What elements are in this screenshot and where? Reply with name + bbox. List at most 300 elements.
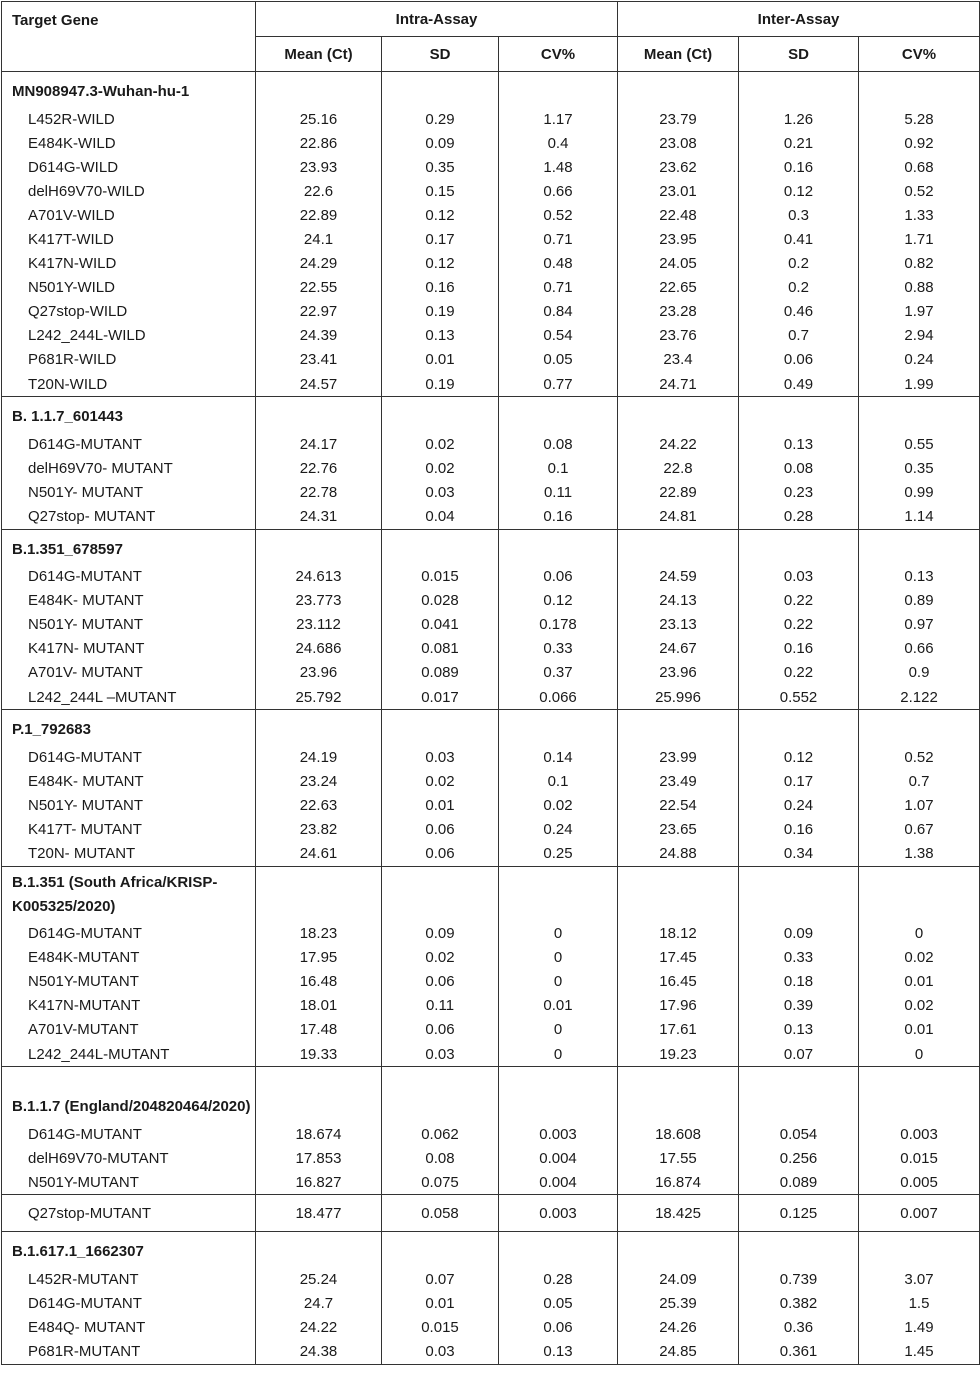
gene-name-cell: D614G-MUTANT (2, 1291, 256, 1315)
group-name: B.1.617.1_1662307 (2, 1232, 256, 1268)
intra-sd-cell: 0.17 (382, 227, 499, 251)
gene-name-cell: A701V-WILD (2, 203, 256, 227)
inter-cv-cell: 0.67 (859, 817, 980, 841)
intra-mean-cell: 23.41 (256, 348, 382, 372)
table-row (2, 841, 980, 866)
inter-sd-cell: 0.46 (739, 300, 859, 324)
empty-cell (859, 866, 980, 922)
intra-sd-cell: 0.06 (382, 970, 499, 994)
inter-cv-cell: 0.02 (859, 946, 980, 970)
gene-name-cell: K417T-WILD (2, 227, 256, 251)
inter-mean-cell: 23.08 (618, 131, 739, 155)
empty-cell (382, 72, 499, 108)
inter-mean-cell: 24.22 (618, 432, 739, 456)
table-row (2, 155, 980, 179)
gene-name-cell: D614G-WILD (2, 155, 256, 179)
intra-mean-cell: 22.86 (256, 131, 382, 155)
table-row (2, 922, 980, 946)
intra-sd-cell: 0.081 (382, 637, 499, 661)
intra-sd-cell: 0.15 (382, 179, 499, 203)
inter-cv-cell: 0 (859, 1042, 980, 1067)
intra-cv-cell: 0.066 (499, 685, 618, 710)
table-row (2, 613, 980, 637)
intra-sd-cell: 0.089 (382, 661, 499, 685)
inter-cv-cell: 0 (859, 922, 980, 946)
inter-cv-cell: 1.38 (859, 841, 980, 866)
intra-cv-cell: 0.05 (499, 348, 618, 372)
intra-mean-cell: 25.24 (256, 1267, 382, 1291)
intra-mean-cell: 23.773 (256, 589, 382, 613)
inter-sd-cell: 0.125 (739, 1195, 859, 1232)
intra-cv-cell: 0.25 (499, 841, 618, 866)
intra-sd-cell: 0.03 (382, 1042, 499, 1067)
empty-cell (499, 397, 618, 433)
gene-name-cell: Q27stop- MUTANT (2, 504, 256, 529)
inter-sd-cell: 0.09 (739, 922, 859, 946)
gene-name-cell: Q27stop-MUTANT (2, 1195, 256, 1232)
inter-cv-cell: 1.71 (859, 227, 980, 251)
intra-sd-cell: 0.08 (382, 1146, 499, 1170)
intra-cv-cell: 0.52 (499, 203, 618, 227)
intra-cv-cell: 0.1 (499, 769, 618, 793)
group-header-row (2, 397, 980, 433)
empty-cell (382, 1232, 499, 1268)
inter-sd-header: SD (739, 37, 859, 72)
intra-mean-cell: 17.95 (256, 946, 382, 970)
empty-cell (256, 866, 382, 922)
group-header-row (2, 72, 980, 108)
intra-cv-cell: 0.71 (499, 276, 618, 300)
intra-mean-cell: 19.33 (256, 1042, 382, 1067)
intra-sd-cell: 0.19 (382, 372, 499, 397)
inter-sd-cell: 0.41 (739, 227, 859, 251)
intra-mean-cell: 22.55 (256, 276, 382, 300)
gene-name-cell: E484K- MUTANT (2, 769, 256, 793)
inter-cv-cell: 0.97 (859, 613, 980, 637)
intra-sd-cell: 0.028 (382, 589, 499, 613)
gene-name-cell: D614G-MUTANT (2, 432, 256, 456)
empty-cell (499, 529, 618, 565)
table-row (2, 131, 980, 155)
inter-sd-cell: 1.26 (739, 107, 859, 131)
inter-sd-cell: 0.16 (739, 817, 859, 841)
intra-sd-cell: 0.09 (382, 922, 499, 946)
empty-cell (739, 397, 859, 433)
inter-cv-cell: 0.02 (859, 994, 980, 1018)
table-row (2, 946, 980, 970)
inter-cv-cell: 0.007 (859, 1195, 980, 1232)
intra-mean-cell: 24.19 (256, 745, 382, 769)
table-row (2, 203, 980, 227)
inter-mean-cell: 23.96 (618, 661, 739, 685)
table-row (2, 1316, 980, 1340)
intra-mean-cell: 18.477 (256, 1195, 382, 1232)
intra-cv-cell: 0.71 (499, 227, 618, 251)
empty-cell (618, 397, 739, 433)
empty-cell (739, 710, 859, 746)
empty-cell (382, 397, 499, 433)
inter-assay-header: Inter-Assay (618, 2, 980, 37)
gene-name-cell: E484K-MUTANT (2, 946, 256, 970)
inter-mean-cell: 22.8 (618, 456, 739, 480)
inter-sd-cell: 0.089 (739, 1170, 859, 1195)
gene-name-cell: L242_244L-WILD (2, 324, 256, 348)
empty-cell (382, 866, 499, 922)
inter-mean-cell: 19.23 (618, 1042, 739, 1067)
intra-mean-cell: 16.827 (256, 1170, 382, 1195)
intra-assay-header: Intra-Assay (256, 2, 618, 37)
inter-cv-cell: 1.99 (859, 372, 980, 397)
intra-mean-header: Mean (Ct) (256, 37, 382, 72)
table-row (2, 372, 980, 397)
inter-cv-cell: 5.28 (859, 107, 980, 131)
intra-cv-cell: 0 (499, 970, 618, 994)
inter-cv-cell: 0.01 (859, 970, 980, 994)
inter-mean-cell: 24.59 (618, 565, 739, 589)
inter-sd-cell: 0.12 (739, 745, 859, 769)
inter-sd-cell: 0.28 (739, 504, 859, 529)
empty-cell (499, 866, 618, 922)
table-row (2, 970, 980, 994)
inter-cv-cell: 1.5 (859, 1291, 980, 1315)
intra-sd-cell: 0.041 (382, 613, 499, 637)
inter-sd-cell: 0.24 (739, 793, 859, 817)
intra-cv-cell: 0.004 (499, 1170, 618, 1195)
intra-cv-cell: 0.77 (499, 372, 618, 397)
intra-mean-cell: 24.22 (256, 1316, 382, 1340)
gene-name-cell: N501Y-MUTANT (2, 1170, 256, 1195)
intra-cv-cell: 0.14 (499, 745, 618, 769)
intra-sd-cell: 0.29 (382, 107, 499, 131)
inter-sd-cell: 0.361 (739, 1340, 859, 1365)
empty-cell (618, 1232, 739, 1268)
inter-cv-cell: 0.7 (859, 769, 980, 793)
gene-name-cell: K417N-MUTANT (2, 994, 256, 1018)
intra-mean-cell: 22.6 (256, 179, 382, 203)
table-row (2, 1146, 980, 1170)
table-body (2, 72, 980, 1365)
intra-mean-cell: 24.31 (256, 504, 382, 529)
intra-sd-cell: 0.075 (382, 1170, 499, 1195)
intra-cv-cell: 0.37 (499, 661, 618, 685)
intra-mean-cell: 24.7 (256, 1291, 382, 1315)
empty-cell (739, 529, 859, 565)
intra-mean-cell: 22.76 (256, 456, 382, 480)
inter-sd-cell: 0.22 (739, 661, 859, 685)
gene-name-cell: E484K-WILD (2, 131, 256, 155)
inter-cv-cell: 1.97 (859, 300, 980, 324)
intra-cv-cell: 0.003 (499, 1122, 618, 1146)
intra-sd-cell: 0.06 (382, 1018, 499, 1042)
intra-cv-cell: 0 (499, 1018, 618, 1042)
gene-name-cell: L242_244L-MUTANT (2, 1042, 256, 1067)
intra-sd-cell: 0.04 (382, 504, 499, 529)
intra-cv-cell: 0.003 (499, 1195, 618, 1232)
intra-mean-cell: 23.82 (256, 817, 382, 841)
table-row (2, 745, 980, 769)
table-row (2, 107, 980, 131)
inter-sd-cell: 0.49 (739, 372, 859, 397)
inter-sd-cell: 0.03 (739, 565, 859, 589)
inter-cv-cell: 0.52 (859, 745, 980, 769)
inter-sd-cell: 0.16 (739, 155, 859, 179)
inter-sd-cell: 0.22 (739, 589, 859, 613)
gene-name-cell: K417N-WILD (2, 252, 256, 276)
empty-cell (256, 1067, 382, 1123)
gene-name-cell: L242_244L –MUTANT (2, 685, 256, 710)
empty-cell (499, 72, 618, 108)
table-row (2, 456, 980, 480)
intra-cv-cell: 0.05 (499, 1291, 618, 1315)
intra-cv-cell: 0.178 (499, 613, 618, 637)
inter-cv-cell: 0.9 (859, 661, 980, 685)
inter-mean-cell: 22.54 (618, 793, 739, 817)
table-header (2, 2, 980, 72)
inter-mean-header: Mean (Ct) (618, 37, 739, 72)
inter-cv-cell: 1.45 (859, 1340, 980, 1365)
intra-sd-cell: 0.07 (382, 1267, 499, 1291)
inter-mean-cell: 18.12 (618, 922, 739, 946)
table-row (2, 504, 980, 529)
gene-name-cell: L452R-WILD (2, 107, 256, 131)
inter-cv-cell: 0.68 (859, 155, 980, 179)
table-row (2, 589, 980, 613)
intra-sd-cell: 0.017 (382, 685, 499, 710)
intra-cv-cell: 0.1 (499, 456, 618, 480)
table-row (2, 324, 980, 348)
empty-cell (859, 1232, 980, 1268)
inter-cv-cell: 2.94 (859, 324, 980, 348)
gene-name-cell: D614G-MUTANT (2, 745, 256, 769)
intra-sd-cell: 0.01 (382, 793, 499, 817)
table-row (2, 1018, 980, 1042)
group-name: B.1.351 (South Africa/KRISP-K005325/2020) (2, 866, 256, 922)
inter-cv-cell: 1.33 (859, 203, 980, 227)
intra-sd-cell: 0.01 (382, 1291, 499, 1315)
group-name: B.1.351_678597 (2, 529, 256, 565)
table-row (2, 1267, 980, 1291)
intra-sd-cell: 0.02 (382, 432, 499, 456)
inter-cv-cell: 1.07 (859, 793, 980, 817)
inter-sd-cell: 0.17 (739, 769, 859, 793)
intra-mean-cell: 24.686 (256, 637, 382, 661)
empty-cell (382, 1067, 499, 1123)
inter-mean-cell: 23.01 (618, 179, 739, 203)
intra-cv-cell: 0 (499, 922, 618, 946)
group-header-row (2, 1067, 980, 1123)
inter-mean-cell: 23.99 (618, 745, 739, 769)
intra-sd-cell: 0.062 (382, 1122, 499, 1146)
table-row (2, 661, 980, 685)
inter-cv-header: CV% (859, 37, 980, 72)
intra-mean-cell: 16.48 (256, 970, 382, 994)
intra-mean-cell: 18.01 (256, 994, 382, 1018)
table-row (2, 1042, 980, 1067)
empty-cell (618, 72, 739, 108)
inter-cv-cell: 0.005 (859, 1170, 980, 1195)
intra-mean-cell: 25.792 (256, 685, 382, 710)
empty-cell (739, 72, 859, 108)
inter-sd-cell: 0.2 (739, 252, 859, 276)
table-row (2, 179, 980, 203)
inter-mean-cell: 24.88 (618, 841, 739, 866)
intra-sd-cell: 0.03 (382, 745, 499, 769)
intra-sd-cell: 0.16 (382, 276, 499, 300)
empty-cell (618, 1067, 739, 1123)
empty-cell (859, 710, 980, 746)
gene-name-cell: K417N- MUTANT (2, 637, 256, 661)
intra-cv-cell: 0.33 (499, 637, 618, 661)
gene-name-cell: P681R-MUTANT (2, 1340, 256, 1365)
intra-mean-cell: 23.112 (256, 613, 382, 637)
empty-cell (256, 529, 382, 565)
gene-name-cell: N501Y- MUTANT (2, 793, 256, 817)
inter-sd-cell: 0.21 (739, 131, 859, 155)
inter-mean-cell: 23.95 (618, 227, 739, 251)
intra-cv-cell: 0.28 (499, 1267, 618, 1291)
intra-mean-cell: 24.1 (256, 227, 382, 251)
group-name: P.1_792683 (2, 710, 256, 746)
empty-cell (739, 1232, 859, 1268)
intra-mean-cell: 23.93 (256, 155, 382, 179)
intra-mean-cell: 24.61 (256, 841, 382, 866)
intra-sd-cell: 0.06 (382, 841, 499, 866)
inter-mean-cell: 23.28 (618, 300, 739, 324)
empty-cell (256, 397, 382, 433)
inter-cv-cell: 0.66 (859, 637, 980, 661)
table-row (2, 252, 980, 276)
inter-mean-cell: 23.13 (618, 613, 739, 637)
intra-mean-cell: 22.89 (256, 203, 382, 227)
inter-mean-cell: 18.608 (618, 1122, 739, 1146)
intra-sd-cell: 0.015 (382, 1316, 499, 1340)
gene-name-cell: delH69V70-WILD (2, 179, 256, 203)
inter-mean-cell: 18.425 (618, 1195, 739, 1232)
table-row (2, 1122, 980, 1146)
inter-mean-cell: 22.65 (618, 276, 739, 300)
gene-name-cell: K417T- MUTANT (2, 817, 256, 841)
inter-sd-cell: 0.13 (739, 432, 859, 456)
inter-cv-cell: 1.49 (859, 1316, 980, 1340)
group-header-row (2, 866, 980, 922)
table-row (2, 1291, 980, 1315)
inter-cv-cell: 0.52 (859, 179, 980, 203)
empty-cell (859, 1067, 980, 1123)
inter-mean-cell: 23.4 (618, 348, 739, 372)
table-row (2, 769, 980, 793)
intra-sd-cell: 0.06 (382, 817, 499, 841)
gene-name-cell: D614G-MUTANT (2, 922, 256, 946)
table-row (2, 793, 980, 817)
gene-name-cell: T20N- MUTANT (2, 841, 256, 866)
inter-sd-cell: 0.12 (739, 179, 859, 203)
inter-mean-cell: 25.39 (618, 1291, 739, 1315)
gene-name-cell: E484Q- MUTANT (2, 1316, 256, 1340)
inter-cv-cell: 0.003 (859, 1122, 980, 1146)
inter-cv-cell: 0.82 (859, 252, 980, 276)
empty-cell (256, 72, 382, 108)
gene-name-cell: L452R-MUTANT (2, 1267, 256, 1291)
gene-name-cell: A701V- MUTANT (2, 661, 256, 685)
intra-mean-cell: 18.674 (256, 1122, 382, 1146)
inter-sd-cell: 0.3 (739, 203, 859, 227)
intra-sd-cell: 0.03 (382, 480, 499, 504)
inter-cv-cell: 3.07 (859, 1267, 980, 1291)
inter-mean-cell: 17.55 (618, 1146, 739, 1170)
intra-sd-cell: 0.11 (382, 994, 499, 1018)
empty-cell (859, 72, 980, 108)
gene-name-cell: N501Y-WILD (2, 276, 256, 300)
inter-mean-cell: 23.76 (618, 324, 739, 348)
inter-sd-cell: 0.2 (739, 276, 859, 300)
group-name: B. 1.1.7_601443 (2, 397, 256, 433)
inter-cv-cell: 0.24 (859, 348, 980, 372)
empty-cell (618, 866, 739, 922)
inter-cv-cell: 0.35 (859, 456, 980, 480)
table-row (2, 480, 980, 504)
empty-cell (739, 1067, 859, 1123)
intra-sd-cell: 0.35 (382, 155, 499, 179)
intra-mean-cell: 17.48 (256, 1018, 382, 1042)
intra-sd-cell: 0.09 (382, 131, 499, 155)
intra-sd-cell: 0.19 (382, 300, 499, 324)
intra-sd-cell: 0.03 (382, 1340, 499, 1365)
inter-sd-cell: 0.13 (739, 1018, 859, 1042)
gene-name-cell: E484K- MUTANT (2, 589, 256, 613)
table-row (2, 227, 980, 251)
intra-cv-cell: 0.06 (499, 1316, 618, 1340)
gene-name-cell: Q27stop-WILD (2, 300, 256, 324)
inter-cv-cell: 0.55 (859, 432, 980, 456)
intra-mean-cell: 25.16 (256, 107, 382, 131)
inter-sd-cell: 0.36 (739, 1316, 859, 1340)
intra-mean-cell: 23.24 (256, 769, 382, 793)
inter-mean-cell: 24.67 (618, 637, 739, 661)
inter-cv-cell: 0.99 (859, 480, 980, 504)
intra-mean-cell: 22.63 (256, 793, 382, 817)
gene-name-cell: T20N-WILD (2, 372, 256, 397)
intra-mean-cell: 24.29 (256, 252, 382, 276)
inter-sd-cell: 0.18 (739, 970, 859, 994)
inter-mean-cell: 24.81 (618, 504, 739, 529)
empty-cell (499, 710, 618, 746)
intra-cv-header: CV% (499, 37, 618, 72)
intra-cv-cell: 0.02 (499, 793, 618, 817)
inter-cv-cell: 0.92 (859, 131, 980, 155)
empty-cell (859, 397, 980, 433)
table-row (2, 300, 980, 324)
empty-cell (382, 529, 499, 565)
intra-cv-cell: 0.54 (499, 324, 618, 348)
inter-sd-cell: 0.7 (739, 324, 859, 348)
intra-cv-cell: 0.08 (499, 432, 618, 456)
empty-cell (382, 710, 499, 746)
empty-cell (499, 1232, 618, 1268)
intra-sd-cell: 0.13 (382, 324, 499, 348)
inter-mean-cell: 23.62 (618, 155, 739, 179)
gene-name-cell: N501Y- MUTANT (2, 480, 256, 504)
gene-name-cell: N501Y- MUTANT (2, 613, 256, 637)
intra-mean-cell: 23.96 (256, 661, 382, 685)
gene-name-cell: D614G-MUTANT (2, 1122, 256, 1146)
inter-cv-cell: 0.88 (859, 276, 980, 300)
intra-sd-cell: 0.02 (382, 456, 499, 480)
intra-cv-cell: 0.48 (499, 252, 618, 276)
empty-cell (256, 710, 382, 746)
inter-cv-cell: 1.14 (859, 504, 980, 529)
inter-cv-cell: 0.13 (859, 565, 980, 589)
intra-cv-cell: 0.01 (499, 994, 618, 1018)
